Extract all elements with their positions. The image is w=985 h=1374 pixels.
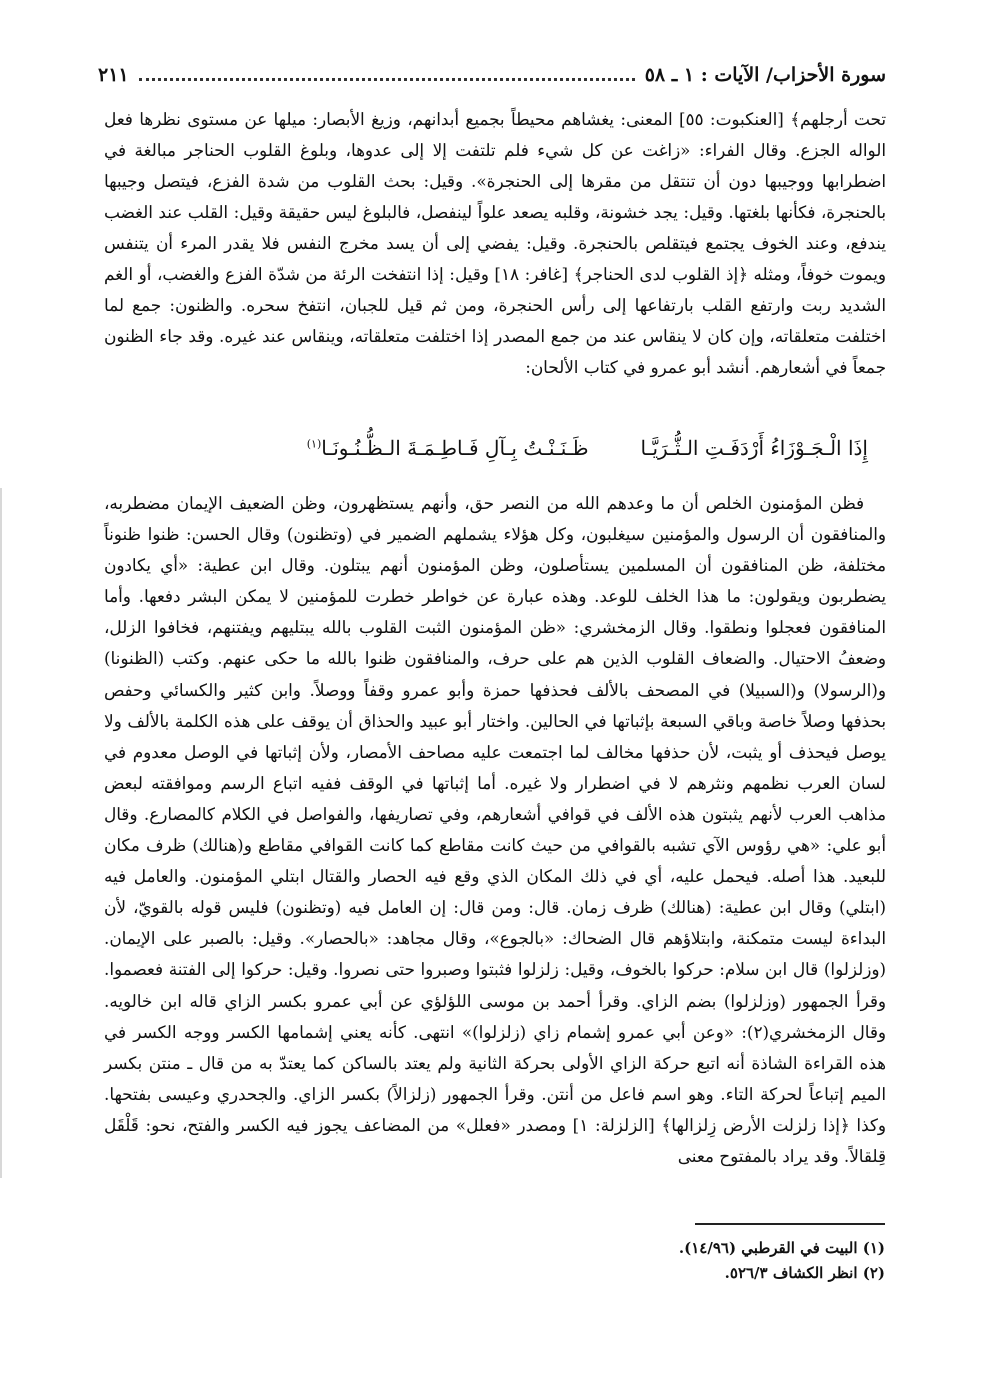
poetry-verse — [104, 436, 886, 476]
footnote-2: (٢) انظر الكشاف ٥٢٦/٣. — [724, 1264, 885, 1282]
verse-second-hemistich — [307, 436, 589, 476]
surah-title: سورة الأحزاب/ الآيات : ١ ـ ٥٨ — [644, 64, 886, 86]
footnote-1: (١) البيت في القرطبي (١٤/٩٦). — [678, 1239, 885, 1257]
commentary-text-bottom — [104, 488, 886, 1172]
paragraph: تحت أرجلهم﴾ [العنكبوت: ٥٥] المعنى: يغشاهم محيطاً بجميع أبدانهم، وزيغ الأبصار: ميلها عن مستوى نظرها فعل الواله الجزع. وقال الفراء: «زاغت عن كل شيء فلم تلتفت إلا إلى عدوها، وبلوغ القلوب الحناجر مبالغة في اضطرابها ووجيبها دون أن تنتقل من مقرها إلى الحنجرة». وقيل: بحث القلوب من شدة الفزع، فيتصل وجيبها بالحنجرة، فكأنها بلغتها. وقيل: يجد خشونة، وقلبه يصعد علواً لينفصل، فالبلوغ ليس حقيقة وقيل: القلب عند الغضب يندفع، وعند الخوف يجتمع فيتقلص بالحنجرة. وقيل: يفضي إلى أن يسد مخرج النفس فلا يقدر المرء أن يتنفس ويموت خوفاً، ومثله ﴿إذ القلوب لدى الحناجر﴾ [غافر: ١٨] وقيل: إذا انتفخت الرئة من شدّة الفزع والغضب، أو الغم الشديد ربت وارتفع القلب بارتفاعها إلى رأس الحنجرة، ومن ثم قيل للجبان، انتفخ سحره. والظنون: جمع لما اختلفت متعلقاته، وإن كان لا ينقاس عند من جمع المصدر إذا اختلفت متعلقاته، وينقاس عند غيره. وقد جاء الظنون جمعاً في أشعارهم. أنشد أبو عمرو في كتاب الألحان: — [104, 109, 886, 377]
commentary-text-top — [104, 104, 886, 383]
paragraph-text: فظن المؤمنون الخلص أن ما وعدهم الله من النصر حق، وأنهم يستظهرون، وظن الضعيف الإيمان مضطربه، والمنافقون أن الرسول والمؤمنين سيغلبون، وكل هؤلاء يشملهم الضمير في (وتظنون) وقال الحسن: ظنوا ظنوناً مختلفة، ظن المنافقون أن المسلمين يستأصلون، وظن المؤمنون أنهم يبتلون. وقال ابن عطية: «أي يكادون يضطربون ويقولون: ما هذا الخلف للوعد. وهذه عبارة عن خواطر خطرت للمؤمنين لا يمكن البشر دفعها. وأما المنافقون فعجلوا ونطقوا. وقال الزمخشري: «ظن المؤمنون الثبت القلوب بالله يبتليهم ويفتنهم، فخافوا الزلل، وضعفُ الاحتيال. والضعاف القلوب الذين هم على حرف، والمنافقون ظنوا بالله ما حكى عنهم. وكتب (الظنونا) و(الرسولا) و(السبيلا) في المصحف بالألف فحذفها حمزة وأبو عمرو وقفاً ووصلاً. وابن كثير والكسائي وحفص بحذفها وصلاً خاصة وباقي السبعة بإثباتها في الحالين. واختار أبو عبيد والحذاق أن يوقف على هذه الكلمة بالألف ولا يوصل فيحذف أو يثبت، لأن حذفها مخالف لما اجتمعت عليه مصاحف الأمصار، ولأن إثباتها في الوصل معدوم في لسان العرب نظمهم ونثرهم لا في اضطرار ولا غيره. أما إثباتها في الوقف ففيه اتباع الرسم وموافقته لبعض مذاهب العرب لأنهم يثبتون هذه الألف في قوافي أشعارهم، وفي تصاريفها، والفواصل في الكلام كالمصارع. وقال أبو علي: «هي رؤوس الآي تشبه بالقوافي من حيث كانت مقاطع كما كانت القوافي مقاطع و(هنالك) ظرف مكان للبعيد. هذا أصله. فيحمل عليه، أي في ذلك المكان الذي وقع فيه الحصار والقتال ابتلي المؤمنون. والعامل فيه (ابتلي) وقال ابن عطية: (هنالك) ظرف زمان. قال: ومن قال: إن العامل فيه (وتظنون) فليس قوله بالقويّ، لأن البداءة ليست متمكنة، وابتلاؤهم قال الضحاك: «بالجوع»، وقال مجاهد: «بالحصار». وقيل: بالصبر على الإيمان. (وزلزلوا) قال ابن سلام: حركوا بالخوف، وقيل: زلزلوا فثبتوا وصبروا حتى نصروا. وقيل: حركوا إلى الفتنة فعصموا. وقرأ الجمهور (وزلزلوا) بضم الزاي. وقرأ أحمد بن موسى اللؤلؤي عن أبي عمرو بكسر الزاي قاله ابن خالويه. وقال الزمخشري(٢): «وعن أبي عمرو إشمام زاي (زلزلوا)» انتهى. كأنه يعني إشمامها الكسر ووجه الكسر في هذه القراءة الشاذة أنه اتبع حركة الزاي الأولى بحركة الثانية ولم يعتد بالساكن كما يعتدّ به من قال ـ منتن بكسر الميم إتباعاً لحركة التاء. وهو اسم فاعل من أنتن. وقرأ الجمهور (زلزالاً) بكسر الزاي. والجحدري وعيسى بفتحها. وكذا ﴿إذا زلزلت الأرض زِلزالها﴾ [الزلزلة: ١] ومصدر «فعلل» من المضاعف يجوز فيه الكسر والفتح، نحو: قَلْقَل قِلقالاً. وقد يراد بالمفتوح معنى — [104, 493, 886, 1166]
dotted-leader — [139, 78, 635, 81]
footnote-separator — [695, 1223, 885, 1225]
footnote-marker: (١) — [306, 437, 322, 451]
page-number: ٢١١ — [98, 64, 129, 86]
verse-second-text: ظَـنَـنْـتُ بِـآلِ فَـاطِـمَـةَ الـظُّـنُـونَـا — [321, 436, 589, 460]
footnotes — [385, 1236, 885, 1286]
verse-first-hemistich: إِذَا الْـجَـوْزَاءُ أَرْدَفَـتِ الـثُّـرَيَّـا — [640, 436, 868, 460]
paragraph — [104, 488, 886, 1172]
scan-edge-line — [0, 488, 2, 1178]
running-header — [98, 60, 886, 90]
